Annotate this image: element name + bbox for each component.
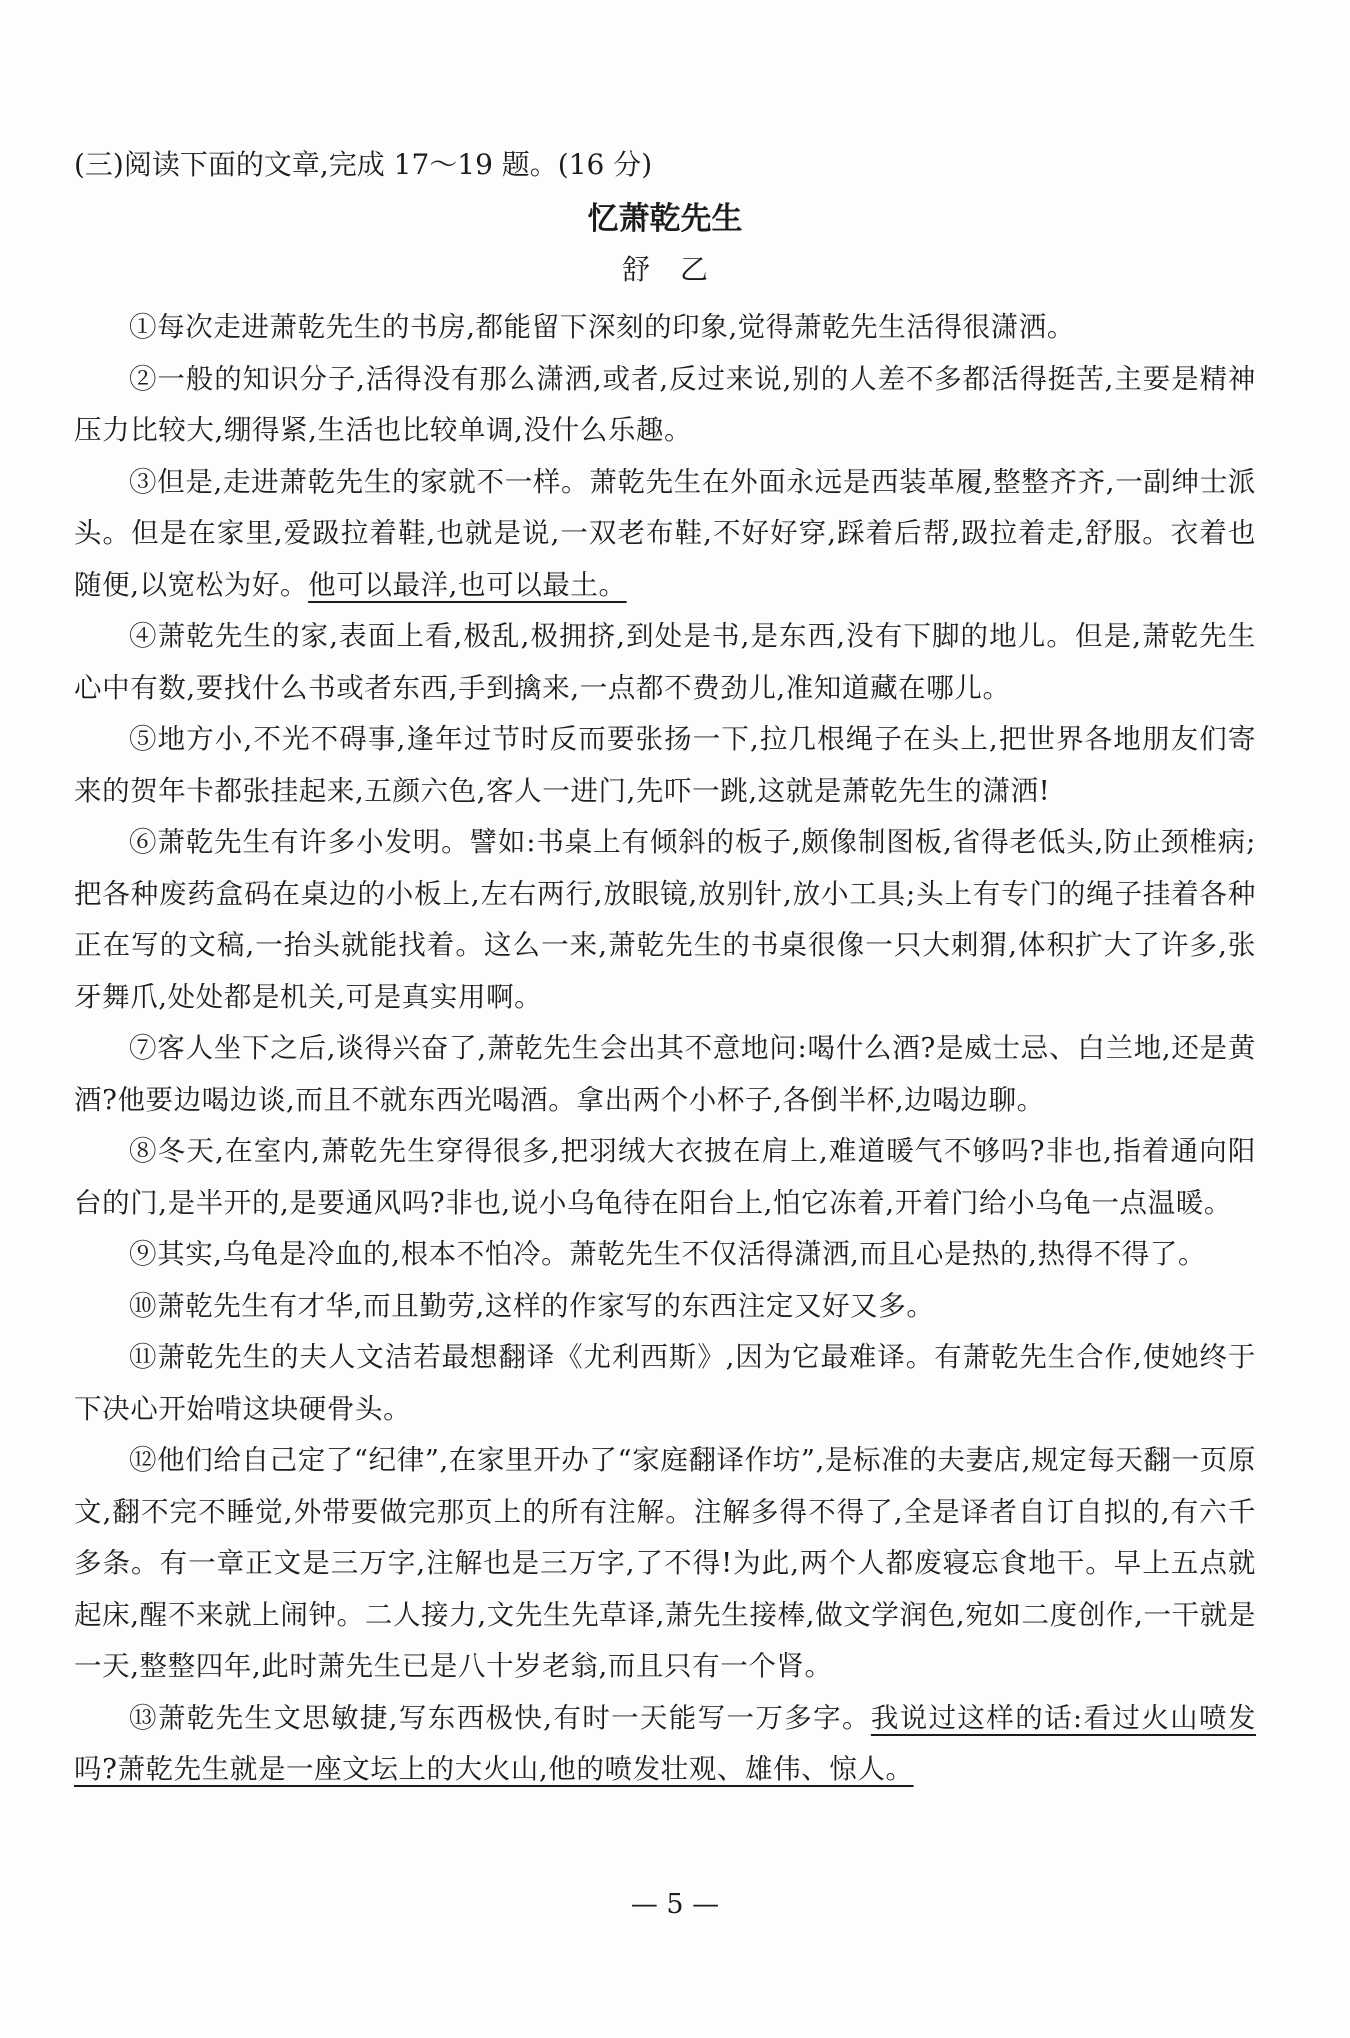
paragraph-text: ⑨其实,乌龟是冷血的,根本不怕冷。萧乾先生不仅活得潇洒,而且心是热的,热得不得了。	[129, 1238, 1207, 1270]
paragraph-text: ①每次走进萧乾先生的书房,都能留下深刻的印象,觉得萧乾先生活得很潇洒。	[129, 311, 1075, 343]
paragraph-3	[74, 457, 1256, 612]
paragraph-text: ⑦客人坐下之后,谈得兴奋了,萧乾先生会出其不意地问:喝什么酒?是威士忌、白兰地,还是黄酒?他要边喝边谈,而且不就东西光喝酒。拿出两个小杯子,各倒半杯,边喝边聊。	[74, 1032, 1256, 1116]
paragraph-text: ④萧乾先生的家,表面上看,极乱,极拥挤,到处是书,是东西,没有下脚的地儿。但是,萧乾先生心中有数,要找什么书或者东西,手到擒来,一点都不费劲儿,准知道藏在哪儿。	[74, 620, 1256, 704]
paragraph-4	[74, 611, 1256, 714]
paragraph-10	[74, 1281, 1256, 1333]
paragraph-text: ②一般的知识分子,活得没有那么潇洒,或者,反过来说,别的人差不多都活得挺苦,主要是精神压力比较大,绷得紧,生活也比较单调,没什么乐趣。	[74, 362, 1256, 446]
paragraph-text: ⑧冬天,在室内,萧乾先生穿得很多,把羽绒大衣披在肩上,难道暖气不够吗?非也,指着通向阳台的门,是半开的,是要通风吗?非也,说小乌龟待在阳台上,怕它冻着,开着门给小乌龟一点温暖。	[74, 1135, 1256, 1219]
paragraph-1	[74, 302, 1256, 354]
section-heading: (三)阅读下面的文章,完成 17～19 题。(16 分)	[74, 148, 653, 181]
article-author: 舒乙	[621, 253, 738, 286]
article-title: 忆萧乾先生	[587, 201, 743, 237]
underlined-sentence: 我说过这样的话:看过火山喷发吗?萧乾先生就是一座文坛上的大火山,他的喷发壮观、雄伟、惊人。	[74, 1701, 1256, 1785]
paragraph-12	[74, 1435, 1256, 1693]
document-content	[74, 145, 1256, 1796]
paragraph-5	[74, 714, 1256, 817]
paragraph-13	[74, 1693, 1256, 1796]
paragraph-9	[74, 1229, 1256, 1281]
paragraph-text: ⑥萧乾先生有许多小发明。譬如:书桌上有倾斜的板子,颇像制图板,省得老低头,防止颈椎病;把各种废药盒码在桌边的小板上,左右两行,放眼镜,放别针,放小工具;头上有专门的绳子挂着各种正在写的文稿,一抬头就能找着。这么一来,萧乾先生的书桌很像一只大刺猬,体积扩大了许多,张牙舞爪,处处都是机关,可是真实用啊。	[74, 826, 1256, 1013]
paragraph-text: ⑬萧乾先生文思敏捷,写东西极快,有时一天能写一万多字。	[129, 1701, 871, 1734]
paragraph-2	[74, 354, 1256, 457]
paragraph-text: ⑩萧乾先生有才华,而且勤劳,这样的作家写的东西注定又好又多。	[129, 1289, 935, 1322]
paragraph-text: ⑤地方小,不光不碍事,逢年过节时反而要张扬一下,拉几根绳子在头上,把世界各地朋友们寄来的贺年卡都张挂起来,五颜六色,客人一进门,先吓一跳,这就是萧乾先生的潇洒!	[74, 723, 1256, 807]
paragraph-text: ③但是,走进萧乾先生的家就不一样。萧乾先生在外面永远是西装革履,整整齐齐,一副绅士派头。但是在家里,爱趿拉着鞋,也就是说,一双老布鞋,不好好穿,踩着后帮,趿拉着走,舒服。衣着也随便,以宽松为好。	[74, 465, 1256, 601]
paragraph-8	[74, 1126, 1256, 1229]
underlined-sentence: 他可以最洋,也可以最土。	[308, 568, 627, 601]
paragraph-11	[74, 1332, 1256, 1435]
paragraph-6	[74, 817, 1256, 1023]
paragraph-text: ⑪萧乾先生的夫人文洁若最想翻译《尤利西斯》,因为它最难译。有萧乾先生合作,使她终于下决心开始啃这块硬骨头。	[74, 1341, 1256, 1425]
paragraph-text: ⑫他们给自己定了“纪律”,在家里开办了“家庭翻译作坊”,是标准的夫妻店,规定每天翻一页原文,翻不完不睡觉,外带要做完那页上的所有注解。注解多得不得了,全是译者自订自拟的,有六千多条。有一章正文是三万字,注解也是三万字,了不得!为此,两个人都废寝忘食地干。早上五点就起床,醒不来就上闹钟。二人接力,文先生先草译,萧先生接棒,做文学润色,宛如二度创作,一干就是一天,整整四年,此时萧先生已是八十岁老翁,而且只有一个肾。	[74, 1444, 1256, 1682]
page-number: — 5 —	[630, 1889, 720, 1920]
paragraph-7	[74, 1023, 1256, 1126]
